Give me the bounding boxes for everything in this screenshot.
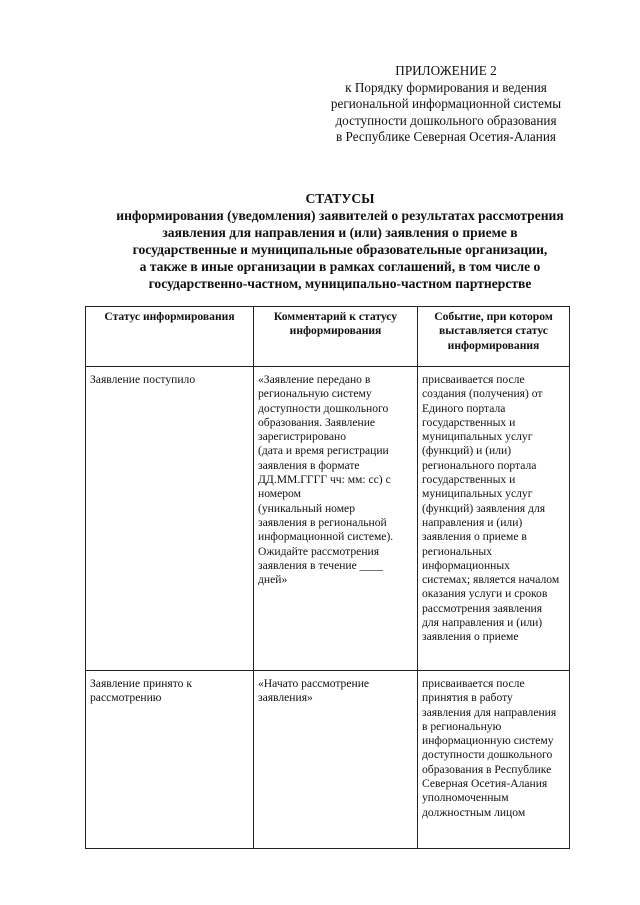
cell-line: для направления и (или): [422, 616, 543, 630]
table-header-row: [86, 307, 570, 367]
title-line: заявления для направления и (или) заявления о приеме в: [162, 224, 518, 240]
title-line: государственно-частном, муниципально-частном партнерстве: [148, 275, 532, 291]
cell-line: «Начато рассмотрение: [258, 677, 370, 690]
cell-line: заявления о приеме: [422, 630, 519, 644]
header-status: Статус информирования: [86, 307, 254, 367]
appendix-line: региональной информационной системы: [330, 96, 562, 112]
cell-line: зарегистрировано: [258, 430, 347, 444]
cell-line: (функций) заявления для: [422, 501, 546, 515]
cell-line: оказания услуги и сроков: [422, 587, 548, 601]
title-line: а также в иные организации в рамках соглашений, в том числе о: [139, 258, 541, 274]
cell-line: заявления в региональной: [258, 515, 387, 529]
title-line: информирования (уведомления) заявителей о результатах рассмотрения: [116, 207, 564, 223]
cell-comment: [254, 367, 418, 671]
header-comment: Комментарий к статусу информирования: [254, 307, 418, 367]
cell-line: в региональную: [422, 719, 502, 733]
cell-line: уполномоченным: [422, 791, 509, 805]
cell-line: должностным лицом: [422, 805, 526, 819]
cell-line: государственных и: [422, 473, 516, 487]
title-line: государственные и муниципальные образовательные организации,: [132, 241, 548, 257]
cell-line: информационную систему: [422, 734, 554, 748]
cell-line: Ожидайте рассмотрения: [258, 544, 380, 558]
appendix-line: в Республике Северная Осетия-Алания: [336, 129, 556, 145]
cell-line: дней»: [258, 573, 288, 587]
cell-line: региональных: [422, 544, 493, 558]
appendix-line: доступности дошкольного образования: [335, 112, 557, 128]
table-row: [86, 367, 570, 671]
cell-line: заявления в формате: [258, 458, 360, 472]
cell-line: Северная Осетия-Алания: [422, 777, 548, 791]
cell-comment: [254, 671, 418, 849]
cell-event: [418, 367, 570, 671]
table-row: [86, 671, 570, 849]
status-table: [85, 306, 570, 849]
cell-line: направления и (или): [422, 515, 523, 529]
document-title: [40, 191, 640, 292]
cell-line: присваивается после: [422, 677, 525, 690]
appendix-header: [296, 63, 596, 146]
cell-line: доступности дошкольного: [422, 748, 553, 762]
header-event: Событие, при котором выставляется статус информирования: [418, 307, 570, 367]
appendix-line: к Порядку формирования и ведения: [345, 79, 547, 95]
cell-line: Единого портала: [422, 401, 506, 415]
cell-line: рассмотрению: [90, 691, 162, 705]
cell-line: регионального портала: [422, 458, 537, 472]
cell-line: муниципальных услуг: [422, 487, 533, 501]
title-heading: СТАТУСЫ: [305, 191, 375, 206]
cell-line: Заявление принято к: [90, 677, 192, 690]
cell-line: (уникальный номер: [258, 501, 356, 515]
cell-line: принятия в работу: [422, 691, 513, 705]
cell-line: заявления в течение ____: [258, 558, 383, 572]
cell-line: региональную систему: [258, 387, 372, 401]
cell-line: информационной системе).: [258, 530, 394, 544]
cell-status: [86, 367, 254, 671]
cell-line: заявления для направления: [422, 705, 557, 719]
cell-line: создания (получения) от: [422, 387, 543, 401]
cell-status: [86, 671, 254, 849]
cell-line: образования. Заявление: [258, 415, 376, 429]
cell-line: образования в Республике: [422, 762, 552, 776]
cell-line: заявления»: [258, 691, 313, 705]
cell-line: государственных и: [422, 415, 516, 429]
cell-line: ДД.ММ.ГГГГ чч: мм: сс) с: [258, 473, 391, 487]
cell-line: доступности дошкольного: [258, 401, 389, 415]
cell-line: «Заявление передано в: [258, 373, 371, 386]
cell-event: [418, 671, 570, 849]
cell-line: присваивается после: [422, 373, 525, 386]
cell-line: системах; является началом: [422, 573, 560, 587]
cell-line: Заявление поступило: [90, 373, 196, 386]
cell-line: (функций) и (или): [422, 444, 512, 458]
cell-line: муниципальных услуг: [422, 430, 533, 444]
cell-line: заявления о приеме в: [422, 530, 527, 544]
cell-line: (дата и время регистрации: [258, 444, 389, 458]
cell-line: информационных: [422, 558, 510, 572]
appendix-number: ПРИЛОЖЕНИЕ 2: [395, 63, 497, 78]
cell-line: номером: [258, 487, 301, 501]
cell-line: рассмотрения заявления: [422, 601, 543, 615]
